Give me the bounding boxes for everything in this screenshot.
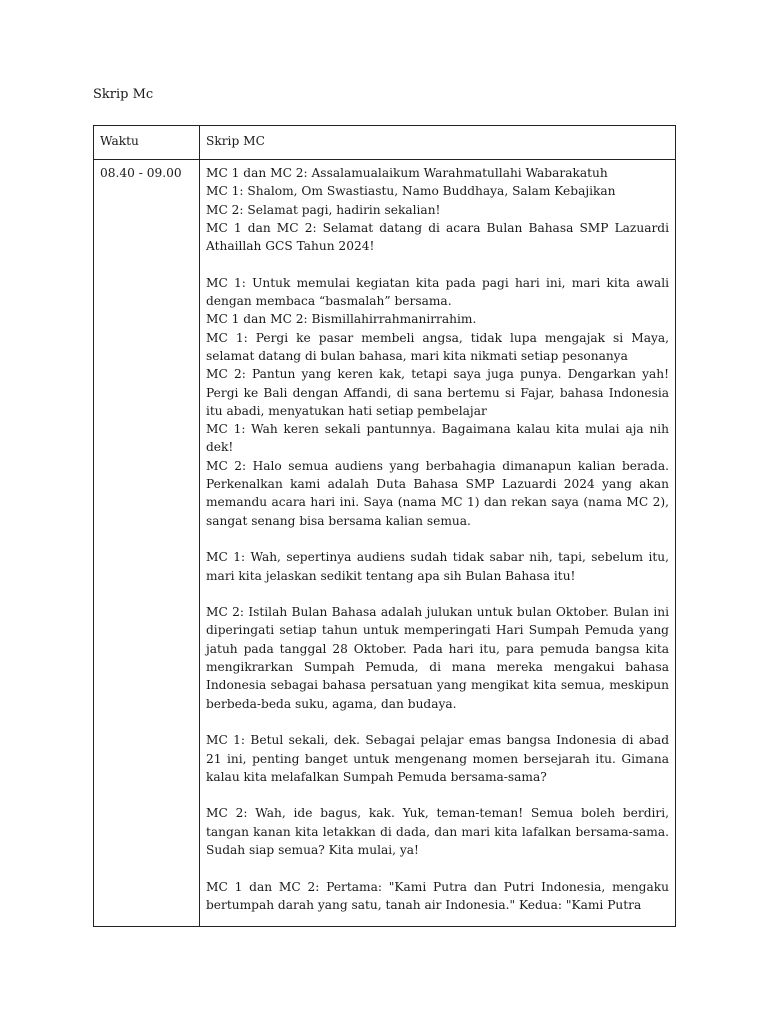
script-line: MC 2: Pantun yang keren kak, tetapi saya juga punya. Dengarkan yah! Pergi ke Bali dengan Affandi, di sana bertemu si Fajar, bahasa Indonesia itu abadi, menyatukan hati setiap pembelajar xyxy=(206,367,669,418)
script-paragraph xyxy=(206,731,669,786)
script-paragraph xyxy=(206,878,669,915)
script-line: MC 1 dan MC 2: Bismillahirrahmanirrahim. xyxy=(206,312,477,327)
script-paragraph xyxy=(206,603,669,713)
script-line: MC 1: Untuk memulai kegiatan kita pada pagi hari ini, mari kita awali dengan membaca “basmalah” bersama. xyxy=(206,275,669,309)
script-line: MC 2: Istilah Bulan Bahasa adalah julukan untuk bulan Oktober. Bulan ini diperingati setiap tahun untuk memperingati Hari Sumpah Pemuda yang jatuh pada tanggal 28 Oktober. Pada hari itu, para pemuda bangsa kita mengikrarkan Sumpah Pemuda, di mana mereka mengakui bahasa Indonesia sebagai bahasa persatuan yang mengikat kita semua, meskipun berbeda-beda suku, agama, dan budaya. xyxy=(206,605,669,711)
script-paragraph xyxy=(206,274,669,530)
script-line: MC 1 dan MC 2: Assalamualaikum Warahmatullahi Wabarakatuh xyxy=(206,166,608,180)
script-line: MC 2: Halo semua audiens yang berbahagia dimanapun kalian berada. Perkenalkan kami adalah Duta Bahasa SMP Lazuardi 2024 yang akan memandu acara hari ini. Saya (nama MC 1) dan rekan saya (nama MC 2), sangat senang bisa bersama kalian semua. xyxy=(206,458,669,528)
script-line: MC 1 dan MC 2: Selamat datang di acara Bulan Bahasa SMP Lazuardi Athaillah GCS Tahun 2024! xyxy=(206,220,669,254)
script-paragraph xyxy=(206,804,669,859)
table-row xyxy=(94,160,676,927)
mc-script-table xyxy=(93,125,676,927)
header-time-label: Waktu xyxy=(100,134,139,148)
script-body xyxy=(200,160,675,926)
time-cell xyxy=(94,160,200,927)
script-paragraph xyxy=(206,548,669,585)
script-line: MC 1: Pergi ke pasar membeli angsa, tidak lupa mengajak si Maya, selamat datang di bulan bahasa, mari kita nikmati setiap pesonanya xyxy=(206,330,669,363)
script-line: MC 2: Selamat pagi, hadirin sekalian! xyxy=(206,202,441,217)
script-line: MC 1: Wah keren sekali pantunnya. Bagaimana kalau kita mulai aja nih dek! xyxy=(206,422,669,455)
table-header-row xyxy=(94,126,676,160)
script-line: MC 1: Betul sekali, dek. Sebagai pelajar emas bangsa Indonesia di abad 21 ini, penting banget untuk mengenang momen bersejarah itu. Gimana kalau kita melafalkan Sumpah Pemuda bersama-sama? xyxy=(206,733,669,784)
script-line: MC 2: Wah, ide bagus, kak. Yuk, teman-teman! Semua boleh berdiri, tangan kanan kita letakkan di dada, dan mari kita lafalkan bersama-sama. Sudah siap semua? Kita mulai, ya! xyxy=(206,806,669,857)
header-time xyxy=(94,126,200,160)
script-paragraph xyxy=(206,164,669,255)
header-script-label: Skrip MC xyxy=(206,134,265,148)
header-script xyxy=(200,126,676,160)
document-title: Skrip Mc xyxy=(93,87,154,102)
script-line: MC 1: Wah, sepertinya audiens sudah tidak sabar nih, tapi, sebelum itu, mari kita jelaskan sedikit tentang apa sih Bulan Bahasa itu! xyxy=(206,550,669,583)
script-cell xyxy=(200,160,676,927)
time-value: 08.40 - 09.00 xyxy=(100,166,182,180)
script-line: MC 1: Shalom, Om Swastiastu, Namo Buddhaya, Salam Kebajikan xyxy=(206,184,616,199)
script-line: MC 1 dan MC 2: Pertama: "Kami Putra dan Putri Indonesia, mengaku bertumpah darah yang satu, tanah air Indonesia." Kedua: "Kami Putra xyxy=(206,879,669,912)
